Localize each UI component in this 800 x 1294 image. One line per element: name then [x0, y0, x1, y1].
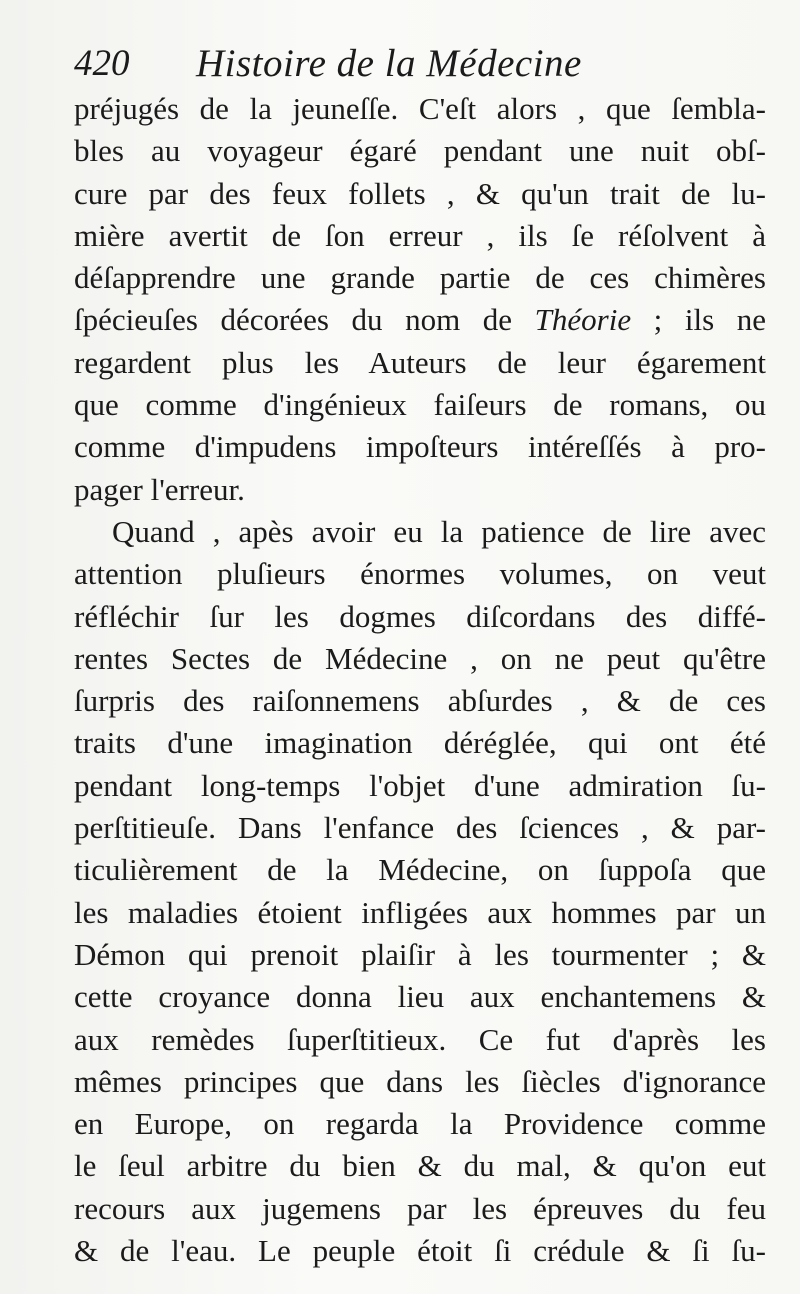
text-line: aux remèdes ſuperſtitieux. Ce fut d'après les	[74, 1021, 766, 1057]
text-line: mêmes principes que dans les ſiècles d'ignorance	[74, 1063, 766, 1099]
paragraph-end-line: pager l'erreur.	[74, 471, 245, 507]
text-line: attention pluſieurs énormes volumes, on veut	[74, 556, 766, 592]
text-line: perſtitieuſe. Dans l'enfance des ſciences , & par-	[74, 810, 766, 846]
text-line: regardent plus les Auteurs de leur égarement	[74, 344, 766, 380]
italic-term: Théorie	[534, 302, 632, 338]
text-segment: ; ils ne	[631, 302, 766, 338]
text-line: traits d'une imagination déréglée, qui ont été	[74, 725, 766, 761]
text-line: pendant long-temps l'objet d'une admiration ſu-	[74, 767, 766, 803]
text-line: ſurpris des raiſonnemens abſurdes , & de ces	[74, 683, 766, 719]
text-line: déſapprendre une grande partie de ces chimères	[74, 260, 766, 296]
running-title: Histoire de la Médecine	[196, 42, 582, 85]
text-line: bles au voyageur égaré pendant une nuit obſ-	[74, 133, 766, 169]
text-line: préjugés de la jeuneſſe. C'eſt alors , que ſembla-	[74, 91, 766, 126]
text-line: recours aux jugemens par les épreuves du feu	[74, 1190, 766, 1226]
text-segment: ſpécieuſes décorées du nom de	[74, 302, 513, 338]
body-text	[74, 88, 766, 1272]
text-line: le ſeul arbitre du bien & du mal, & qu'on eut	[74, 1148, 766, 1184]
text-line: ticulièrement de la Médecine, on ſuppoſa que	[74, 852, 766, 888]
text-line: mière avertit de ſon erreur , ils ſe réſolvent à	[74, 217, 766, 253]
paragraph-start-line: Quand , apès avoir eu la patience de lire avec	[112, 513, 766, 549]
text-line: Démon qui prenoit plaiſir à les tourmenter ; &	[74, 936, 766, 972]
page-number: 420	[74, 43, 130, 84]
text-line: les maladies étoient infligées aux hommes par un	[74, 894, 766, 930]
text-line: rentes Sectes de Médecine , on ne peut qu'être	[74, 640, 766, 676]
text-line: que comme d'ingénieux faiſeurs de romans, ou	[74, 387, 766, 423]
page-header	[74, 40, 774, 92]
text-line: réfléchir ſur les dogmes diſcordans des diffé-	[74, 598, 766, 634]
text-line: comme d'impudens impoſteurs intéreſſés à pro-	[74, 429, 766, 465]
text-line: en Europe, on regarda la Providence comme	[74, 1106, 766, 1142]
text-line	[74, 299, 766, 341]
text-line: & de l'eau. Le peuple étoit ſi crédule & ſi ſu-	[74, 1233, 766, 1269]
text-line: cure par des feux follets , & qu'un trait de lu-	[74, 175, 766, 211]
text-line: cette croyance donna lieu aux enchantemens &	[74, 979, 766, 1015]
